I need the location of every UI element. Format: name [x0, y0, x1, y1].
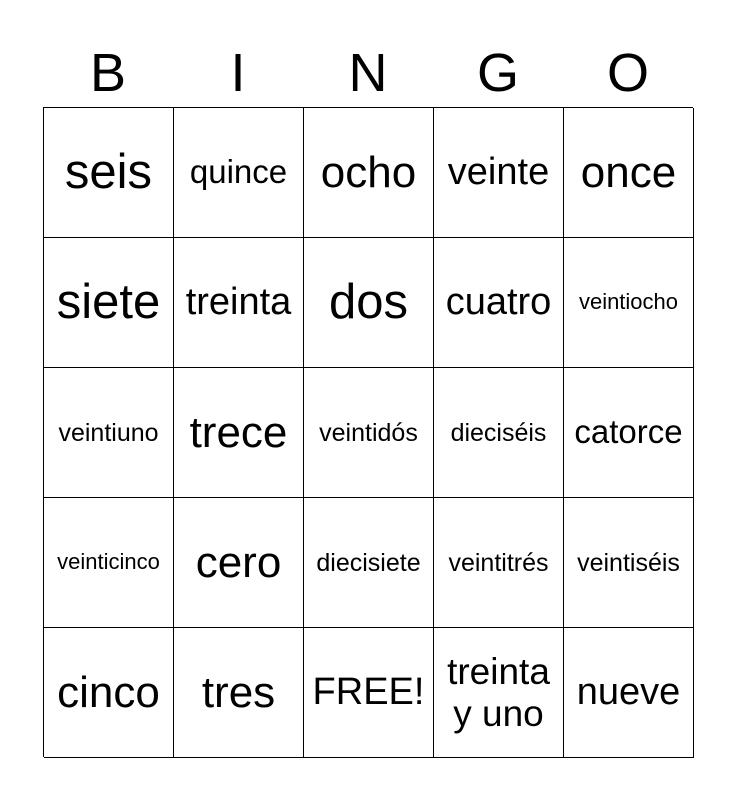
- bingo-cell: veintidós: [304, 368, 434, 498]
- bingo-cell: veintiséis: [564, 498, 694, 628]
- bingo-cell: veintiuno: [44, 368, 174, 498]
- bingo-cell: dieciséis: [434, 368, 564, 498]
- bingo-cell: veinte: [434, 108, 564, 238]
- header-letter-i: I: [230, 43, 246, 103]
- bingo-cell: diecisiete: [304, 498, 434, 628]
- bingo-cell: once: [564, 108, 694, 238]
- bingo-cell: dos: [304, 238, 434, 368]
- header-letter-b: B: [89, 43, 127, 103]
- bingo-cell: ocho: [304, 108, 434, 238]
- bingo-cell: tres: [174, 628, 304, 758]
- bingo-cell: nueve: [564, 628, 694, 758]
- bingo-cell: veinticinco: [44, 498, 174, 628]
- bingo-cell: catorce: [564, 368, 694, 498]
- bingo-board: [43, 107, 693, 757]
- bingo-cell: veintiocho: [564, 238, 694, 368]
- bingo-cell: veintitrés: [434, 498, 564, 628]
- bingo-cell: cero: [174, 498, 304, 628]
- bingo-cell: trece: [174, 368, 304, 498]
- bingo-cell: cuatro: [434, 238, 564, 368]
- header-letter-n: N: [348, 43, 388, 103]
- bingo-cell: cinco: [44, 628, 174, 758]
- bingo-cell: treinta y uno: [434, 628, 564, 758]
- header-letter-g: G: [476, 43, 519, 103]
- bingo-header: [43, 40, 693, 106]
- bingo-cell: siete: [44, 238, 174, 368]
- bingo-cell: quince: [174, 108, 304, 238]
- bingo-cell: seis: [44, 108, 174, 238]
- header-letter-o: O: [606, 43, 649, 103]
- bingo-cell: treinta: [174, 238, 304, 368]
- free-space-cell: FREE!: [304, 628, 434, 758]
